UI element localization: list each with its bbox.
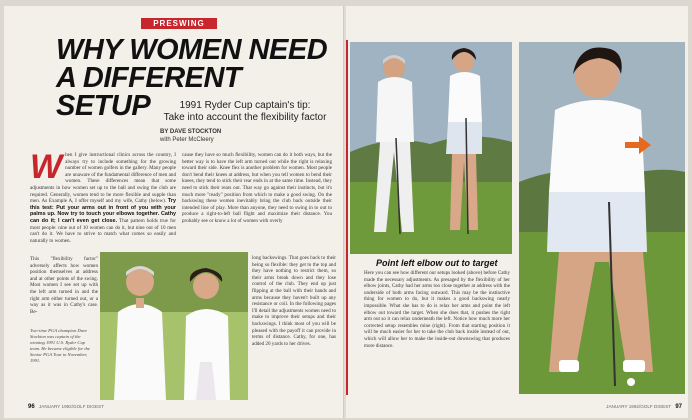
footer-right: [606, 404, 682, 410]
deck-line-1: 1991 Ryder Cup captain's tip:: [179, 100, 311, 111]
drop-cap: W: [30, 152, 63, 186]
body-column-1: [30, 152, 176, 254]
page-number-right: 97: [675, 404, 682, 410]
right-page-heading: Point left elbow out to target: [376, 258, 498, 268]
footer-left-text: JANUARY 1992/GOLF DIGEST: [38, 404, 104, 409]
footer-right-text: JANUARY 1992/GOLF DIGEST: [606, 404, 672, 409]
body-column-3: long backswings. That goes back to their being so flexible: they get to the top and they have nothing to restrict them, so their arms break down and they lose control of the club. They end up just flipping at the ball with their hands and arms because they haven't built up any resistance or coil. In the following pages I'll detail the adjustments women need to make to improve their setups and their backswings. I think most of you will be pleased with the payoff it can provide in terms of distance. Cathy, for one, has added 20 yards to her drives.: [252, 255, 336, 347]
col1-bold-text: Try this test: Put your arms out in front of you with your palms up. Now try to touch your elbows together. Cathy can do it; I can't even get close.: [30, 198, 176, 224]
deck: [150, 100, 340, 124]
deck-line-2: Take into account the flexibility factor: [163, 112, 327, 123]
photo-corrected-setup: [519, 42, 685, 394]
col1-tail-text: That pattern holds true for most people: nine out of 10 women can do it, but nine out of 10 men can't do it. We have to strive to match what comes so easily and naturally to women.: [30, 217, 176, 244]
section-kicker: PRESWING: [141, 18, 217, 29]
woman-golfer-illustration: [519, 42, 685, 394]
accent-rule: [346, 40, 348, 395]
right-page-body: Here you can see how different our setups looked (above) before Cathy made the necessary adjustments. As presaged by the flexibility of her elbow joints, Cathy had her arms too close together at address with the underside of both arms facing outward. This may be the instinctive thing for women to do, but it makes a good backswing nearly impossible. What she has to do is relax her arms and point the left elbow out toward the target. When she does that, it pushes the right arm out so it can relax underneath the left. Notice how much more her corrected setup resembles mine (right). From that starting position it will be much easier for her to take the club back inside instead of out, which will allow her to make the inside-out downswing that produces more distance.: [364, 270, 510, 349]
byline-author: BY DAVE STOCKTON: [160, 129, 222, 135]
footer-left: [28, 404, 104, 410]
byline-with: with Peter McCleery: [160, 137, 214, 143]
two-golfers-illustration: [350, 42, 512, 254]
photo-side-by-side-setups: [350, 42, 512, 254]
headline: WHY WOMEN NEED A DIFFERENT SETUP: [56, 34, 328, 122]
couple-illustration: [100, 252, 248, 400]
author-caption: Two-time PGA champion Dave Stockton was captain of the winning 1991 U.S. Ryder Cup team. He became eligible for the Senior PGA Tour in November, 1991.: [30, 328, 90, 363]
byline: [160, 128, 221, 144]
body-column-2: cause they have so much flexibility, women can do it both ways, but the better way is to have the left arm turned out while the right is relaxing toward their side. Knee flex is another problem for women. Most people don't bend their knees at address, but when you tell women to bend their knees, they tend to stick their rear ends in at the same time. Instead, they need to stick their rears out. That way go against their instincts, but it's much more "ready" position from which to make a good swing. On the backswing these women inevitably bring the club back outside their intended line of play. More than anyone, they need to swing in to out to produce a right-to-left ball flight and maximize their distance. You probably see or know a lot of women with overly: [182, 152, 332, 224]
col1-text: hen I give instructional clinics across the country, I always try to include something for the growing number of women golfers in the gallery. Many people are unaware of the fundamental difference of men and women. These differences mean that some adjustments in how women set up to the ball and swing the club are required. Generally, women tend to be more flexible and supple than men. As Example A, I offer myself and my wife, Cathy (below).: [30, 152, 176, 205]
photo-stockton-couple: [100, 252, 248, 400]
body-side-column: This "flexibility factor" adversely affects how women position themselves at address and at other points of the swing. Most women I see set up with the left arm turned in and the right arm either turned out, or a way as it was in Cathy's case. Be-: [30, 256, 98, 315]
page-number-left: 96: [28, 404, 35, 410]
